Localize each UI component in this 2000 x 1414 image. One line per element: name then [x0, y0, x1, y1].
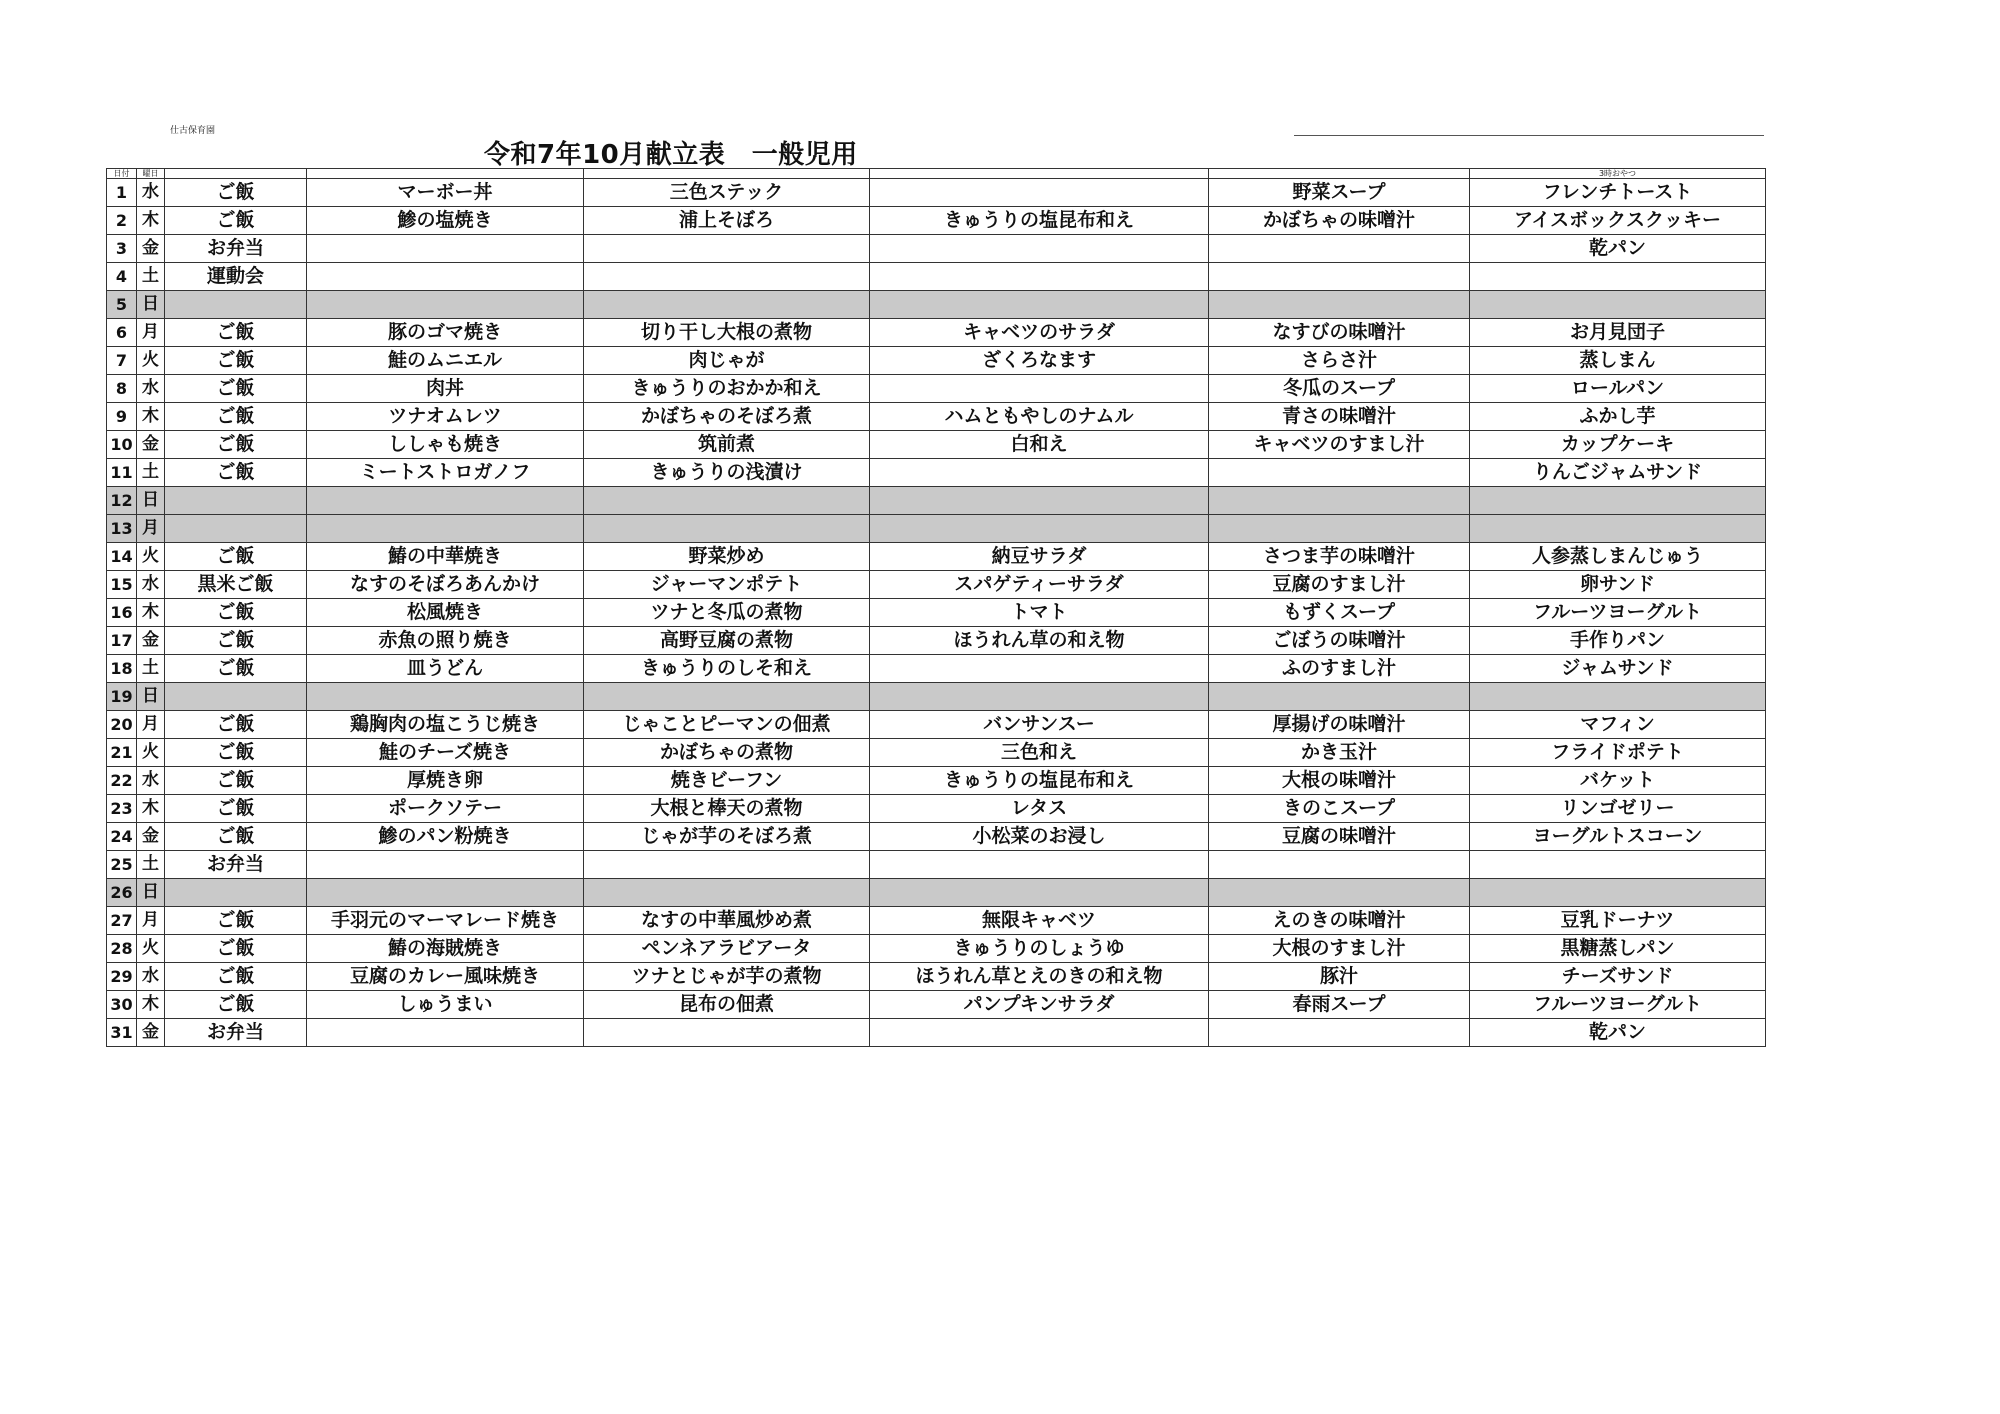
page-title: 令和7年10月献立表 一般児用: [484, 140, 858, 170]
snack-cell: 豆乳ドーナツ: [1470, 907, 1766, 935]
soup-cell: [1209, 235, 1470, 263]
snack-cell: 乾パン: [1470, 235, 1766, 263]
menu-row: [107, 627, 1766, 655]
organization-name: 仕古保育園: [170, 126, 216, 136]
soup-cell: [1209, 515, 1470, 543]
menu-row: [107, 347, 1766, 375]
menu-row: [107, 963, 1766, 991]
side-dish-2-cell: [870, 235, 1209, 263]
menu-row: [107, 487, 1766, 515]
side-dish-2-cell: パンプキンサラダ: [870, 991, 1209, 1019]
side-dish-2-cell: ざくろなます: [870, 347, 1209, 375]
date-cell: 8: [107, 375, 137, 403]
soup-cell: さらさ汁: [1209, 347, 1470, 375]
main-dish-cell: ミートストロガノフ: [307, 459, 584, 487]
staple-cell: ご飯: [165, 319, 307, 347]
side-dish-1-cell: じゃことピーマンの佃煮: [584, 711, 870, 739]
weekday-cell: 木: [137, 207, 165, 235]
soup-cell: [1209, 487, 1470, 515]
side-dish-2-cell: 無限キャベツ: [870, 907, 1209, 935]
weekday-cell: 月: [137, 319, 165, 347]
side-dish-2-cell: [870, 851, 1209, 879]
menu-row: [107, 907, 1766, 935]
staple-cell: お弁当: [165, 235, 307, 263]
soup-cell: ふのすまし汁: [1209, 655, 1470, 683]
side-dish-1-cell: 三色ステック: [584, 179, 870, 207]
date-cell: 26: [107, 879, 137, 907]
main-dish-cell: [307, 291, 584, 319]
date-cell: 24: [107, 823, 137, 851]
menu-row: [107, 767, 1766, 795]
side-dish-1-cell: ツナとじゃが芋の煮物: [584, 963, 870, 991]
side2-column-header: [870, 169, 1209, 179]
side-dish-1-cell: [584, 263, 870, 291]
weekday-cell: 月: [137, 711, 165, 739]
staple-cell: [165, 291, 307, 319]
menu-table: [106, 168, 1766, 1047]
staple-cell: ご飯: [165, 459, 307, 487]
menu-row: [107, 935, 1766, 963]
main-dish-cell: 手羽元のマーマレード焼き: [307, 907, 584, 935]
weekday-cell: 火: [137, 739, 165, 767]
menu-row: [107, 291, 1766, 319]
staple-cell: 運動会: [165, 263, 307, 291]
side-dish-1-cell: 切り干し大根の煮物: [584, 319, 870, 347]
soup-column-header: [1209, 169, 1470, 179]
menu-row: [107, 739, 1766, 767]
side-dish-1-cell: じゃが芋のそぼろ煮: [584, 823, 870, 851]
staple-cell: ご飯: [165, 347, 307, 375]
date-cell: 31: [107, 1019, 137, 1047]
side-dish-1-cell: かぼちゃの煮物: [584, 739, 870, 767]
snack-cell: ヨーグルトスコーン: [1470, 823, 1766, 851]
date-cell: 16: [107, 599, 137, 627]
main-dish-cell: 肉丼: [307, 375, 584, 403]
menu-row: [107, 1019, 1766, 1047]
soup-cell: 豆腐のすまし汁: [1209, 571, 1470, 599]
side-dish-1-cell: きゅうりの浅漬け: [584, 459, 870, 487]
snack-cell: リンゴゼリー: [1470, 795, 1766, 823]
date-cell: 12: [107, 487, 137, 515]
date-cell: 27: [107, 907, 137, 935]
main-dish-cell: ポークソテー: [307, 795, 584, 823]
side-dish-1-cell: 浦上そぼろ: [584, 207, 870, 235]
side-dish-2-cell: [870, 879, 1209, 907]
side-dish-1-cell: かぼちゃのそぼろ煮: [584, 403, 870, 431]
menu-row: [107, 851, 1766, 879]
soup-cell: [1209, 683, 1470, 711]
snack-cell: 人参蒸しまんじゅう: [1470, 543, 1766, 571]
weekday-cell: 土: [137, 851, 165, 879]
date-cell: 14: [107, 543, 137, 571]
soup-cell: 厚揚げの味噌汁: [1209, 711, 1470, 739]
side-dish-2-cell: [870, 459, 1209, 487]
weekday-cell: 土: [137, 263, 165, 291]
main-column-header: [307, 169, 584, 179]
staple-cell: ご飯: [165, 963, 307, 991]
snack-cell: [1470, 515, 1766, 543]
staple-cell: ご飯: [165, 907, 307, 935]
date-cell: 13: [107, 515, 137, 543]
main-dish-cell: 豆腐のカレー風味焼き: [307, 963, 584, 991]
main-dish-cell: [307, 851, 584, 879]
menu-row: [107, 991, 1766, 1019]
date-cell: 20: [107, 711, 137, 739]
side-dish-2-cell: [870, 515, 1209, 543]
date-cell: 11: [107, 459, 137, 487]
main-dish-cell: 鶏胸肉の塩こうじ焼き: [307, 711, 584, 739]
soup-cell: [1209, 851, 1470, 879]
main-dish-cell: ししゃも焼き: [307, 431, 584, 459]
weekday-cell: 木: [137, 991, 165, 1019]
side-dish-2-cell: トマト: [870, 599, 1209, 627]
menu-row: [107, 459, 1766, 487]
menu-row: [107, 599, 1766, 627]
weekday-cell: 水: [137, 767, 165, 795]
side-dish-2-cell: レタス: [870, 795, 1209, 823]
snack-cell: お月見団子: [1470, 319, 1766, 347]
main-dish-cell: [307, 487, 584, 515]
side-dish-1-cell: なすの中華風炒め煮: [584, 907, 870, 935]
soup-cell: なすびの味噌汁: [1209, 319, 1470, 347]
snack-cell: アイスボックスクッキー: [1470, 207, 1766, 235]
weekday-column-header: 曜日: [137, 169, 165, 179]
staple-cell: ご飯: [165, 991, 307, 1019]
date-cell: 9: [107, 403, 137, 431]
menu-row: [107, 683, 1766, 711]
date-cell: 18: [107, 655, 137, 683]
side-dish-2-cell: スパゲティーサラダ: [870, 571, 1209, 599]
side-dish-2-cell: [870, 487, 1209, 515]
staple-cell: ご飯: [165, 655, 307, 683]
date-cell: 3: [107, 235, 137, 263]
staple-cell: [165, 515, 307, 543]
main-dish-cell: 厚焼き卵: [307, 767, 584, 795]
menu-row: [107, 571, 1766, 599]
header-row: [107, 169, 1766, 179]
side-dish-1-cell: [584, 851, 870, 879]
staple-cell: [165, 487, 307, 515]
soup-cell: 青さの味噌汁: [1209, 403, 1470, 431]
soup-cell: さつま芋の味噌汁: [1209, 543, 1470, 571]
side-dish-2-cell: [870, 655, 1209, 683]
main-dish-cell: マーボー丼: [307, 179, 584, 207]
side-dish-1-cell: きゅうりのしそ和え: [584, 655, 870, 683]
side-dish-1-cell: 昆布の佃煮: [584, 991, 870, 1019]
staple-column-header: [165, 169, 307, 179]
main-dish-cell: 赤魚の照り焼き: [307, 627, 584, 655]
soup-cell: 春雨スープ: [1209, 991, 1470, 1019]
side-dish-1-cell: 大根と棒天の煮物: [584, 795, 870, 823]
weekday-cell: 月: [137, 907, 165, 935]
side-dish-1-cell: ジャーマンポテト: [584, 571, 870, 599]
side-dish-2-cell: 白和え: [870, 431, 1209, 459]
weekday-cell: 日: [137, 487, 165, 515]
side-dish-2-cell: [870, 683, 1209, 711]
side-dish-2-cell: [870, 179, 1209, 207]
side-dish-1-cell: 焼きビーフン: [584, 767, 870, 795]
soup-cell: 大根の味噌汁: [1209, 767, 1470, 795]
main-dish-cell: 松風焼き: [307, 599, 584, 627]
soup-cell: 冬瓜のスープ: [1209, 375, 1470, 403]
weekday-cell: 月: [137, 515, 165, 543]
soup-cell: [1209, 291, 1470, 319]
weekday-cell: 土: [137, 655, 165, 683]
date-cell: 10: [107, 431, 137, 459]
staple-cell: ご飯: [165, 403, 307, 431]
side-dish-2-cell: [870, 375, 1209, 403]
main-dish-cell: 鯵のパン粉焼き: [307, 823, 584, 851]
weekday-cell: 金: [137, 823, 165, 851]
side-dish-1-cell: ツナと冬瓜の煮物: [584, 599, 870, 627]
side-dish-2-cell: [870, 263, 1209, 291]
staple-cell: ご飯: [165, 543, 307, 571]
main-dish-cell: 豚のゴマ焼き: [307, 319, 584, 347]
menu-row: [107, 179, 1766, 207]
staple-cell: ご飯: [165, 739, 307, 767]
soup-cell: 野菜スープ: [1209, 179, 1470, 207]
weekday-cell: 水: [137, 571, 165, 599]
side-dish-2-cell: 小松菜のお浸し: [870, 823, 1209, 851]
soup-cell: [1209, 459, 1470, 487]
menu-row: [107, 207, 1766, 235]
side-dish-2-cell: きゅうりのしょうゆ: [870, 935, 1209, 963]
main-dish-cell: [307, 1019, 584, 1047]
side-dish-2-cell: [870, 291, 1209, 319]
date-cell: 23: [107, 795, 137, 823]
weekday-cell: 金: [137, 1019, 165, 1047]
staple-cell: ご飯: [165, 599, 307, 627]
side-dish-1-cell: [584, 879, 870, 907]
side-dish-1-cell: [584, 515, 870, 543]
side-dish-2-cell: ほうれん草とえのきの和え物: [870, 963, 1209, 991]
staple-cell: ご飯: [165, 627, 307, 655]
snack-cell: マフィン: [1470, 711, 1766, 739]
snack-cell: ふかし芋: [1470, 403, 1766, 431]
main-dish-cell: [307, 235, 584, 263]
snack-cell: 乾パン: [1470, 1019, 1766, 1047]
main-dish-cell: 皿うどん: [307, 655, 584, 683]
weekday-cell: 木: [137, 403, 165, 431]
date-cell: 17: [107, 627, 137, 655]
main-dish-cell: [307, 879, 584, 907]
date-cell: 29: [107, 963, 137, 991]
snack-cell: チーズサンド: [1470, 963, 1766, 991]
menu-row: [107, 515, 1766, 543]
weekday-cell: 土: [137, 459, 165, 487]
weekday-cell: 金: [137, 431, 165, 459]
weekday-cell: 水: [137, 375, 165, 403]
side-dish-2-cell: [870, 1019, 1209, 1047]
snack-cell: フルーツヨーグルト: [1470, 599, 1766, 627]
menu-row: [107, 823, 1766, 851]
staple-cell: お弁当: [165, 1019, 307, 1047]
soup-cell: [1209, 879, 1470, 907]
side-dish-2-cell: キャベツのサラダ: [870, 319, 1209, 347]
signature-line: [1294, 135, 1764, 136]
snack-cell: [1470, 683, 1766, 711]
staple-cell: ご飯: [165, 935, 307, 963]
weekday-cell: 日: [137, 291, 165, 319]
snack-cell: [1470, 291, 1766, 319]
staple-cell: ご飯: [165, 767, 307, 795]
date-cell: 28: [107, 935, 137, 963]
main-dish-cell: しゅうまい: [307, 991, 584, 1019]
weekday-cell: 金: [137, 627, 165, 655]
side-dish-2-cell: 三色和え: [870, 739, 1209, 767]
weekday-cell: 火: [137, 935, 165, 963]
side-dish-2-cell: きゅうりの塩昆布和え: [870, 207, 1209, 235]
date-cell: 21: [107, 739, 137, 767]
snack-cell: ロールパン: [1470, 375, 1766, 403]
date-cell: 1: [107, 179, 137, 207]
soup-cell: キャベツのすまし汁: [1209, 431, 1470, 459]
snack-cell: バケット: [1470, 767, 1766, 795]
side-dish-2-cell: ハムともやしのナムル: [870, 403, 1209, 431]
weekday-cell: 木: [137, 795, 165, 823]
side-dish-1-cell: 高野豆腐の煮物: [584, 627, 870, 655]
menu-row: [107, 655, 1766, 683]
side-dish-1-cell: 野菜炒め: [584, 543, 870, 571]
soup-cell: 豚汁: [1209, 963, 1470, 991]
date-cell: 7: [107, 347, 137, 375]
menu-row: [107, 711, 1766, 739]
snack-cell: ジャムサンド: [1470, 655, 1766, 683]
date-cell: 5: [107, 291, 137, 319]
main-dish-cell: 鮭のムニエル: [307, 347, 584, 375]
main-dish-cell: 鰆の海賊焼き: [307, 935, 584, 963]
side-dish-1-cell: 肉じゃが: [584, 347, 870, 375]
snack-cell: フレンチトースト: [1470, 179, 1766, 207]
side-dish-1-cell: [584, 1019, 870, 1047]
side-dish-1-cell: ペンネアラビアータ: [584, 935, 870, 963]
weekday-cell: 日: [137, 683, 165, 711]
staple-cell: ご飯: [165, 375, 307, 403]
staple-cell: ご飯: [165, 795, 307, 823]
staple-cell: ご飯: [165, 431, 307, 459]
menu-row: [107, 795, 1766, 823]
date-cell: 2: [107, 207, 137, 235]
menu-row: [107, 375, 1766, 403]
date-cell: 22: [107, 767, 137, 795]
staple-cell: [165, 879, 307, 907]
main-dish-cell: [307, 263, 584, 291]
soup-cell: 豆腐の味噌汁: [1209, 823, 1470, 851]
menu-row: [107, 319, 1766, 347]
main-dish-cell: 鰆の中華焼き: [307, 543, 584, 571]
weekday-cell: 木: [137, 599, 165, 627]
soup-cell: 大根のすまし汁: [1209, 935, 1470, 963]
snack-column-header: 3時おやつ: [1470, 169, 1766, 179]
staple-cell: 黒米ご飯: [165, 571, 307, 599]
snack-cell: 蒸しまん: [1470, 347, 1766, 375]
soup-cell: かぼちゃの味噌汁: [1209, 207, 1470, 235]
snack-cell: りんごジャムサンド: [1470, 459, 1766, 487]
side-dish-1-cell: [584, 291, 870, 319]
staple-cell: ご飯: [165, 711, 307, 739]
weekday-cell: 日: [137, 879, 165, 907]
snack-cell: 黒糖蒸しパン: [1470, 935, 1766, 963]
side-dish-1-cell: [584, 235, 870, 263]
menu-row: [107, 543, 1766, 571]
main-dish-cell: [307, 683, 584, 711]
staple-cell: お弁当: [165, 851, 307, 879]
menu-row: [107, 235, 1766, 263]
menu-row: [107, 263, 1766, 291]
side-dish-1-cell: 筑前煮: [584, 431, 870, 459]
snack-cell: [1470, 263, 1766, 291]
main-dish-cell: [307, 515, 584, 543]
date-cell: 4: [107, 263, 137, 291]
soup-cell: かき玉汁: [1209, 739, 1470, 767]
soup-cell: [1209, 263, 1470, 291]
date-cell: 25: [107, 851, 137, 879]
date-cell: 6: [107, 319, 137, 347]
snack-cell: フライドポテト: [1470, 739, 1766, 767]
snack-cell: [1470, 487, 1766, 515]
weekday-cell: 金: [137, 235, 165, 263]
main-dish-cell: なすのそぼろあんかけ: [307, 571, 584, 599]
side1-column-header: [584, 169, 870, 179]
snack-cell: カップケーキ: [1470, 431, 1766, 459]
snack-cell: フルーツヨーグルト: [1470, 991, 1766, 1019]
soup-cell: [1209, 1019, 1470, 1047]
menu-row: [107, 431, 1766, 459]
snack-cell: 手作りパン: [1470, 627, 1766, 655]
weekday-cell: 水: [137, 963, 165, 991]
weekday-cell: 火: [137, 543, 165, 571]
staple-cell: [165, 683, 307, 711]
main-dish-cell: ツナオムレツ: [307, 403, 584, 431]
date-cell: 30: [107, 991, 137, 1019]
side-dish-2-cell: 納豆サラダ: [870, 543, 1209, 571]
snack-cell: [1470, 851, 1766, 879]
main-dish-cell: 鮭のチーズ焼き: [307, 739, 584, 767]
snack-cell: 卵サンド: [1470, 571, 1766, 599]
date-cell: 19: [107, 683, 137, 711]
menu-row: [107, 403, 1766, 431]
staple-cell: ご飯: [165, 179, 307, 207]
side-dish-2-cell: ほうれん草の和え物: [870, 627, 1209, 655]
soup-cell: きのこスープ: [1209, 795, 1470, 823]
staple-cell: ご飯: [165, 823, 307, 851]
soup-cell: ごぼうの味噌汁: [1209, 627, 1470, 655]
soup-cell: えのきの味噌汁: [1209, 907, 1470, 935]
side-dish-2-cell: きゅうりの塩昆布和え: [870, 767, 1209, 795]
menu-row: [107, 879, 1766, 907]
weekday-cell: 水: [137, 179, 165, 207]
side-dish-2-cell: バンサンスー: [870, 711, 1209, 739]
main-dish-cell: 鯵の塩焼き: [307, 207, 584, 235]
date-cell: 15: [107, 571, 137, 599]
side-dish-1-cell: [584, 683, 870, 711]
side-dish-1-cell: [584, 487, 870, 515]
date-column-header: 日付: [107, 169, 137, 179]
weekday-cell: 火: [137, 347, 165, 375]
side-dish-1-cell: きゅうりのおかか和え: [584, 375, 870, 403]
soup-cell: もずくスープ: [1209, 599, 1470, 627]
staple-cell: ご飯: [165, 207, 307, 235]
snack-cell: [1470, 879, 1766, 907]
